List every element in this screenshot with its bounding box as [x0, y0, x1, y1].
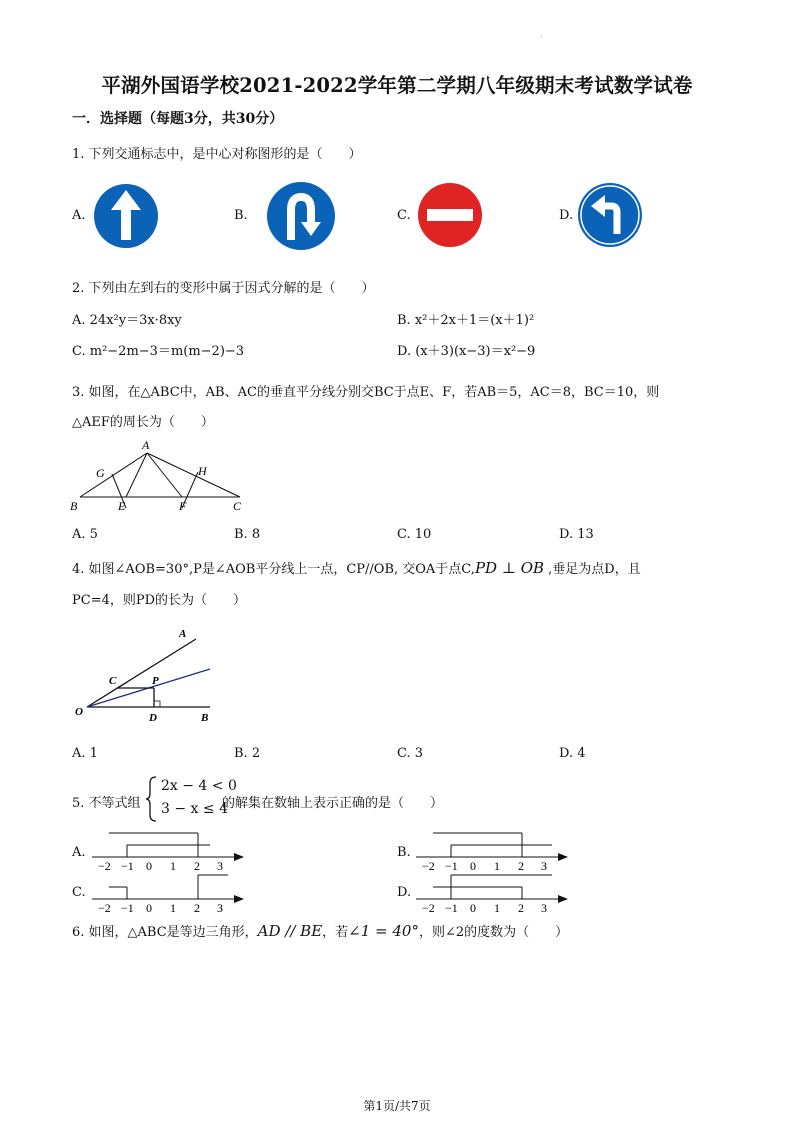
q2-option-b: B. x²＋2x＋1＝(x＋1)²: [397, 313, 535, 328]
q5-option-a-label: A.: [72, 845, 86, 860]
svg-text:−1: −1: [121, 859, 134, 873]
q5-number-line-b: [416, 830, 571, 872]
page-title: 平湖外国语学校2021-2022学年第二学期八年级期末考试数学试卷: [101, 74, 693, 97]
q4-label-p: P: [152, 675, 159, 687]
q5-option-c-label: C.: [72, 885, 86, 900]
q5-option-b-label: B.: [397, 845, 411, 860]
q4-stem-line1: [72, 558, 641, 577]
q3-option-b: B. 8: [234, 527, 261, 542]
q4-label-d: D: [149, 712, 157, 724]
svg-text:1: 1: [170, 901, 176, 915]
q3-option-c: C. 10: [397, 527, 432, 542]
q5-brace: [146, 775, 158, 823]
q2-stem: 2. 下列由左到右的变形中属于因式分解的是（ ）: [72, 281, 375, 296]
q3-label-a: A: [142, 438, 150, 452]
q3-option-a: A. 5: [72, 527, 98, 542]
q2-option-c: C. m²−2m−3＝m(m−2)−3: [72, 344, 245, 359]
q5-inequality-1: 2x − 4 < 0: [161, 778, 237, 794]
q4-label-o: O: [75, 706, 83, 718]
q6-stem-pre: 6. 如图，△ABC是等边三角形，: [72, 925, 258, 940]
q6-stem: [72, 921, 568, 940]
q4-label-b: B: [201, 712, 209, 724]
svg-text:−2: −2: [98, 859, 111, 873]
svg-text:−2: −2: [422, 901, 435, 915]
u-turn-sign-icon: [265, 182, 337, 250]
svg-text:−2: −2: [422, 859, 435, 873]
svg-text:0: 0: [470, 859, 476, 873]
q5-option-d-label: D.: [397, 885, 412, 900]
q3-label-f: F: [179, 499, 187, 513]
svg-text:3: 3: [541, 901, 547, 915]
svg-text:3: 3: [217, 901, 223, 915]
q3-stem-line1: 3. 如图，在△ABC中，AB、AC的垂直平分线分别交BC于点E、F，若AB＝5，AC＝8，BC＝10，则: [72, 385, 660, 400]
turn-left-sign-icon: [577, 182, 643, 248]
q3-label-c: C: [233, 499, 242, 513]
section-heading: 一．选择题（每题3分，共30分）: [72, 111, 284, 127]
q3-label-g: G: [96, 466, 105, 480]
svg-text:−2: −2: [98, 901, 111, 915]
svg-text:3: 3: [541, 859, 547, 873]
q4-option-a: A. 1: [72, 746, 98, 761]
q5-stem-pre: 5. 不等式组: [72, 796, 141, 811]
svg-text:2: 2: [518, 859, 524, 873]
svg-text:1: 1: [170, 859, 176, 873]
q4-stem-end: ,垂足为点D，且: [544, 562, 641, 577]
q5-number-line-c: [92, 872, 247, 914]
svg-text:3: 3: [217, 859, 223, 873]
q3-option-d: D. 13: [559, 527, 594, 542]
svg-text:1: 1: [494, 859, 500, 873]
q5-number-line-a: [92, 830, 247, 872]
no-entry-sign-icon: [417, 182, 483, 248]
svg-text:−1: −1: [445, 859, 458, 873]
svg-text:0: 0: [470, 901, 476, 915]
q3-label-b: B: [70, 499, 78, 513]
q4-option-d: D. 4: [559, 746, 586, 761]
stray-mark: .: [540, 30, 543, 39]
q4-label-c: C: [109, 675, 117, 687]
q6-math-parallel: AD // BE: [257, 922, 323, 940]
q1-option-c-label: C.: [397, 208, 411, 223]
q6-stem-post: ，则∠2的度数为（ ）: [418, 925, 569, 940]
q4-angle-figure: [70, 623, 220, 728]
q5-number-line-d: [416, 872, 571, 914]
q4-label-a: A: [179, 628, 187, 640]
svg-text:0: 0: [146, 901, 152, 915]
q5-stem-post: 的解集在数轴上表示正确的是（ ）: [222, 796, 444, 811]
q4-stem-text: 4. 如图∠AOB=30°,P是∠AOB平分线上一点，CP//OB, 交OA于点C,: [72, 562, 475, 577]
q2-option-d: D. (x＋3)(x−3)＝x²−9: [397, 344, 536, 359]
q4-math: PD ⊥ OB: [474, 559, 545, 577]
q1-option-a-label: A.: [72, 208, 86, 223]
q2-option-a: A. 24x²y＝3x·8xy: [72, 313, 182, 328]
q1-stem: 1. 下列交通标志中，是中心对称图形的是（ ）: [72, 147, 362, 162]
svg-text:1: 1: [494, 901, 500, 915]
svg-text:2: 2: [518, 901, 524, 915]
arrow-up-sign-icon: [91, 182, 161, 250]
q1-option-d-label: D.: [559, 208, 574, 223]
q5-inequality-2: 3 − x ≤ 4: [161, 801, 228, 817]
q4-stem-line2: PC=4，则PD的长为（ ）: [72, 593, 247, 608]
svg-text:2: 2: [194, 859, 200, 873]
svg-text:−1: −1: [445, 901, 458, 915]
svg-text:2: 2: [194, 901, 200, 915]
page-number: 第1页/共7页: [363, 1099, 431, 1113]
q1-option-b-label: B.: [234, 208, 248, 223]
q6-math-angle: ∠1 = 40°: [348, 922, 419, 940]
q3-triangle-figure: [70, 438, 250, 516]
q3-label-e: E: [118, 499, 126, 513]
q3-stem-line2: △AEF的周长为（ ）: [72, 415, 214, 430]
svg-text:0: 0: [146, 859, 152, 873]
svg-text:−1: −1: [121, 901, 134, 915]
q6-stem-mid: ，若: [322, 925, 349, 940]
q3-label-h: H: [198, 464, 207, 478]
q4-option-c: C. 3: [397, 746, 424, 761]
q4-option-b: B. 2: [234, 746, 261, 761]
